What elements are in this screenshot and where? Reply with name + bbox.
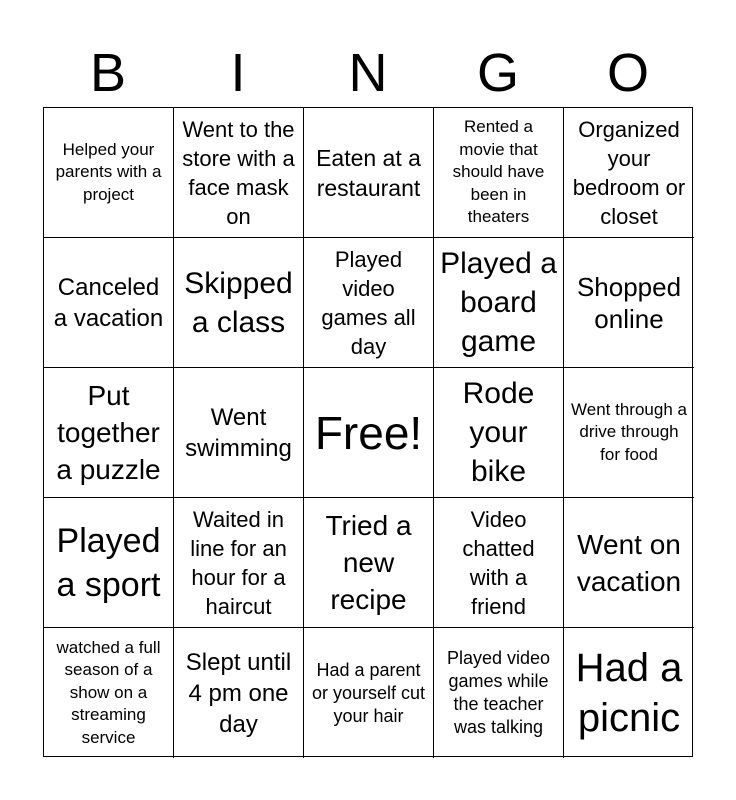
cell-text: Went swimming xyxy=(185,403,292,462)
header-letter-b: B xyxy=(89,43,127,103)
cell-text: Played video games all day xyxy=(321,246,416,359)
bingo-cell xyxy=(434,628,564,758)
bingo-cell xyxy=(304,238,434,368)
header-letter-n: N xyxy=(348,43,388,103)
cell-text: Played video games while the teacher was talking xyxy=(446,648,551,737)
bingo-cell xyxy=(564,238,694,368)
cell-text: Rode your bike xyxy=(462,377,535,488)
cell-text: Tried a new recipe xyxy=(325,510,412,615)
cell-text: Video chatted with a friend xyxy=(462,506,535,619)
bingo-cell xyxy=(44,238,174,368)
bingo-cell xyxy=(434,498,564,628)
bingo-cell xyxy=(44,108,174,238)
free-space-cell xyxy=(304,368,434,498)
cell-text: Shopped online xyxy=(576,271,682,334)
bingo-cell xyxy=(434,108,564,238)
bingo-cell xyxy=(434,238,564,368)
bingo-card-grid xyxy=(43,107,693,757)
bingo-cell xyxy=(564,498,694,628)
bingo-cell xyxy=(564,108,694,238)
bingo-cell xyxy=(564,368,694,498)
cell-text: watched a full season of a show on a streaming service xyxy=(56,637,161,747)
bingo-cell xyxy=(44,498,174,628)
bingo-cell xyxy=(434,368,564,498)
cell-text: Went through a drive through for food xyxy=(571,399,687,464)
cell-text: Went on vacation xyxy=(576,528,682,597)
cell-text: Slept until 4 pm one day xyxy=(185,648,292,738)
bingo-cell xyxy=(564,628,694,758)
bingo-cell xyxy=(304,628,434,758)
cell-text: Skipped a class xyxy=(184,266,293,339)
cell-text: Rented a movie that should have been in theaters xyxy=(452,117,545,227)
bingo-cell xyxy=(174,108,304,238)
bingo-cell xyxy=(174,498,304,628)
bingo-cell xyxy=(174,628,304,758)
bingo-cell xyxy=(304,498,434,628)
bingo-cell xyxy=(44,368,174,498)
free-space-text: Free! xyxy=(314,406,423,459)
cell-text: Had a picnic xyxy=(575,646,683,740)
cell-text: Organized your bedroom or closet xyxy=(572,116,686,229)
header-letter-o: O xyxy=(606,43,649,103)
cell-text: Had a parent or yourself cut your hair xyxy=(311,659,426,726)
cell-text: Played a board game xyxy=(440,247,557,358)
header-letter-i: I xyxy=(230,43,246,103)
bingo-cell xyxy=(174,238,304,368)
cell-text: Played a sport xyxy=(56,521,161,604)
bingo-cell xyxy=(304,108,434,238)
cell-text: Went to the store with a face mask on xyxy=(182,116,295,229)
header-letter-g: G xyxy=(476,43,519,103)
cell-text: Put together a puzzle xyxy=(56,380,161,485)
cell-text: Eaten at a restaurant xyxy=(316,144,421,201)
bingo-cell xyxy=(44,628,174,758)
cell-text: Waited in line for an hour for a haircut xyxy=(190,506,287,619)
bingo-cell xyxy=(174,368,304,498)
bingo-header xyxy=(43,40,693,106)
cell-text: Helped your parents with a project xyxy=(55,139,162,204)
cell-text: Canceled a vacation xyxy=(53,273,164,332)
